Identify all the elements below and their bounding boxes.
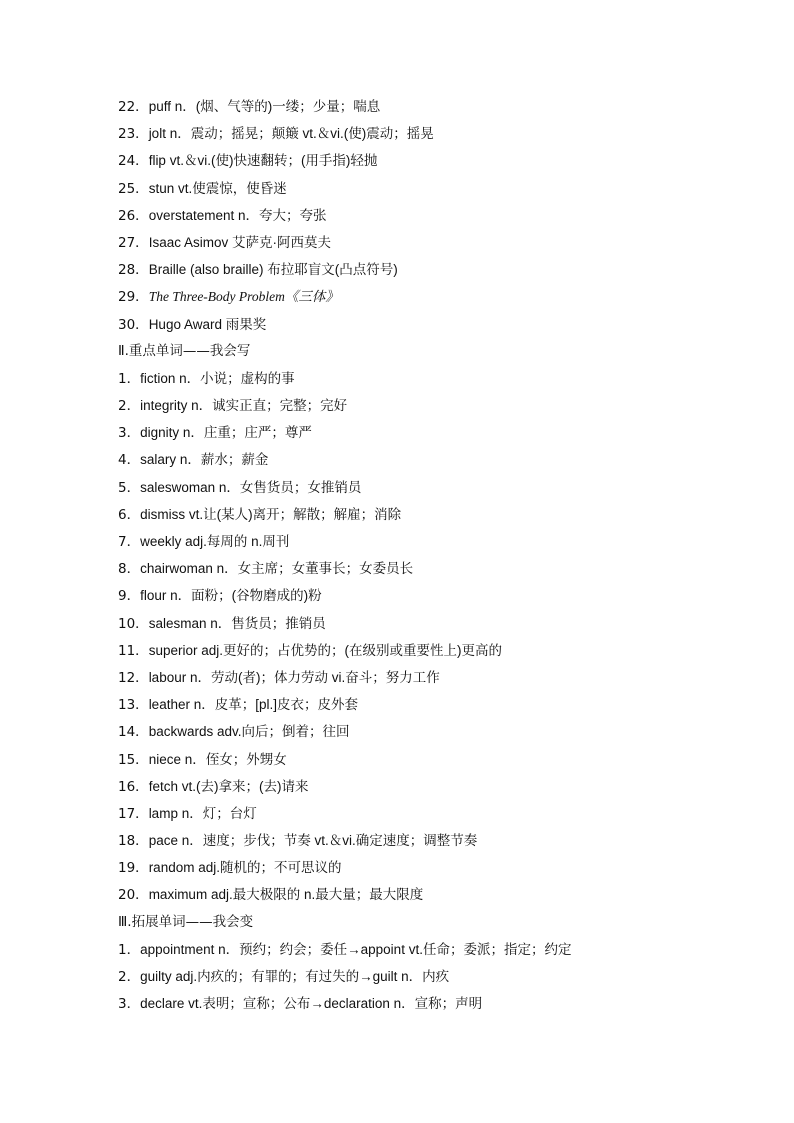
document-page	[118, 93, 738, 1017]
list-item: 25．stun vt.使震惊，使昏迷	[118, 180, 287, 197]
list-item: 23．jolt n．震动；摇晃；颠簸 vt.＆vi.(使)震动；摇晃	[118, 126, 434, 143]
list-item: 8．chairwoman n．女主席；女董事长；女委员长	[118, 561, 414, 578]
vocab-list-continued	[118, 93, 738, 338]
section-heading-expansion-words: Ⅲ.拓展单词——我会变	[118, 913, 254, 930]
list-item: 20．maximum adj.最大极限的 n.最大量；最大限度	[118, 887, 424, 904]
list-item: 10．salesman n．售货员；推销员	[118, 615, 326, 632]
list-item: 17．lamp n．灯；台灯	[118, 805, 257, 822]
list-item: 27．Isaac Asimov 艾萨克·阿西莫夫	[118, 234, 331, 251]
list-item: 5．saleswoman n．女售货员；女推销员	[118, 479, 362, 496]
list-item: 22．puff n．(烟、气等的)一缕；少量；喘息	[118, 99, 381, 115]
list-item: 3．declare vt.表明；宣称；公布→declaration n．宣称；声明	[118, 996, 483, 1013]
list-item: 12．labour n．劳动(者)；体力劳动 vi.奋斗；努力工作	[118, 669, 440, 686]
list-item: 3．dignity n．庄重；庄严；尊严	[118, 425, 312, 442]
list-item: 4．salary n．薪水；薪金	[118, 452, 269, 469]
expansion-words-list	[118, 936, 738, 1018]
list-item: 15．niece n．侄女；外甥女	[118, 751, 287, 768]
key-words-list	[118, 365, 738, 909]
list-item: 7．weekly adj.每周的 n.周刊	[118, 534, 290, 550]
list-item: 16．fetch vt.(去)拿来；(去)请来	[118, 778, 309, 795]
list-item: 28．Braille (also braille) 布拉耶盲文(凸点符号)	[118, 262, 398, 279]
list-item: 1．fiction n．小说；虚构的事	[118, 370, 295, 387]
list-item: 14．backwards adv.向后；倒着；往回	[118, 724, 350, 741]
list-item: 26．overstatement n．夸大；夸张	[118, 207, 327, 224]
list-item: 30．Hugo Award 雨果奖	[118, 316, 267, 333]
list-item: 29．The Three-Body Problem《三体》	[118, 289, 339, 306]
list-item: 13．leather n．皮革；[pl.]皮衣；皮外套	[118, 697, 358, 714]
list-item: 19．random adj.随机的；不可思议的	[118, 860, 342, 877]
list-item: 6．dismiss vt.让(某人)离开；解散；解雇；消除	[118, 506, 402, 523]
list-item: 2．guilty adj.内疚的；有罪的；有过失的→guilt n．内疚	[118, 969, 450, 985]
list-item: 11．superior adj.更好的；占优势的；(在级别或重要性上)更高的	[118, 642, 502, 659]
list-item: 1．appointment n．预约；约会；委任→appoint vt.任命；委派；指定；约定	[118, 941, 572, 958]
list-item: 24．flip vt.＆vi.(使)快速翻转；(用手指)轻抛	[118, 153, 378, 170]
section-heading-key-words: Ⅱ.重点单词——我会写	[118, 342, 251, 359]
list-item: 9．flour n．面粉；(谷物磨成的)粉	[118, 588, 322, 605]
list-item: 2．integrity n．诚实正直；完整；完好	[118, 398, 348, 415]
list-item: 18．pace n．速度；步伐；节奏 vt.＆vi.确定速度；调整节奏	[118, 833, 478, 850]
